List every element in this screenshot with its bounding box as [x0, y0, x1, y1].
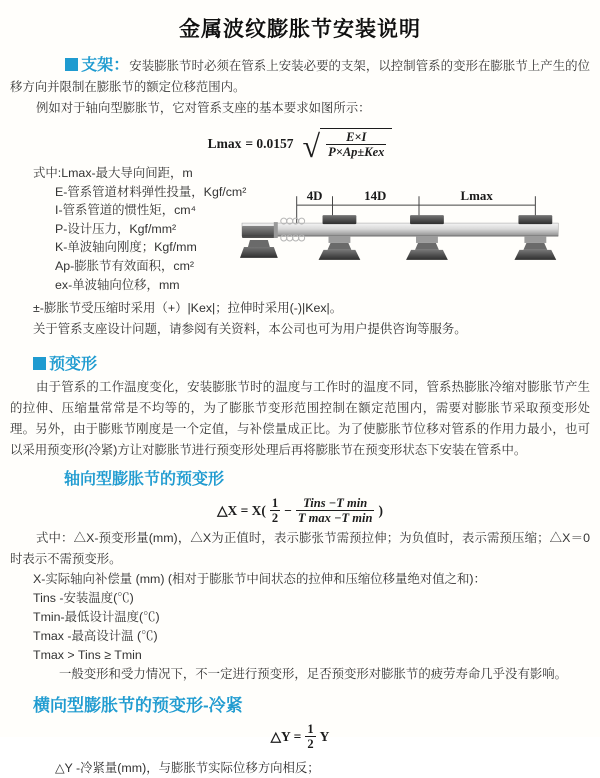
guide-support-pedestal — [319, 215, 361, 260]
temperature-inequality: Tmax > Tins ≥ Tmin — [33, 648, 142, 662]
axial-formula — [0, 496, 600, 525]
anchor-base — [240, 247, 278, 258]
formula-eq: = 0.0157 — [245, 135, 294, 151]
predeform-note: 一般变形和受力情况下，不一定进行预变形，足否预变形对膨胀节的疲劳寿命几乎没有影响。 — [59, 667, 568, 681]
section-marker-icon — [65, 58, 78, 71]
formula-numerator: E×I — [346, 130, 367, 144]
dim-label-4d: 4D — [306, 188, 323, 204]
lateral-frac-num: 1 — [307, 722, 314, 736]
guide-support-pedestal — [514, 215, 556, 260]
definition-item: I-管系管道的惯性矩，cm⁴ — [55, 203, 196, 218]
lateral-formula-lhs: △Y = — [270, 728, 302, 744]
predeform-heading-label: 预变形 — [49, 356, 98, 373]
sqrt-radical-icon: √ — [302, 127, 321, 164]
guide-support-pedestal — [406, 215, 448, 260]
axial-explain: 式中：△X-预变形量(mm)，△X为正值时，表示膨张节需预拉伸；为负值时，表示需预压缩；△X＝0时表示不需预变形。 — [10, 531, 590, 566]
lmax-formula — [0, 127, 600, 164]
lateral-frac-den: 2 — [307, 737, 314, 751]
tmin-definition: Tmin-最低设计温度(℃) — [33, 610, 160, 624]
definition-item: ex-单波轴向位移，mm — [55, 277, 180, 292]
axial-half-den: 2 — [271, 511, 279, 525]
axial-formula-close: ) — [378, 502, 383, 518]
formula-lhs: Lmax — [207, 135, 242, 151]
support-example-text: 例如对于轴向型膨胀节，它对管系支座的基本要求如图所示： — [36, 101, 371, 115]
definition-item: P-设计压力，Kgf/mm² — [55, 221, 177, 236]
dim-label-lmax: Lmax — [460, 188, 493, 204]
lateral-formula-rhs: Y — [319, 728, 330, 744]
tmax-definition: Tmax -最高设计温 (℃) — [33, 629, 158, 643]
document-title: 金属波纹膨胀节安装说明 — [179, 18, 421, 41]
section-marker-icon — [33, 357, 46, 370]
pipe — [242, 223, 558, 236]
support-section-label: 支架： — [81, 57, 130, 74]
definition-item: Ap-膨胀节有效面积，cm² — [55, 258, 195, 273]
lateral-formula — [0, 722, 600, 751]
axial-heading: 轴向型膨胀节的预变形 — [64, 471, 225, 488]
lateral-heading: 横向型膨胀节的预变形-冷紧 — [33, 696, 243, 715]
predeform-heading — [33, 351, 600, 374]
tins-definition: Tins -安装温度(℃) — [33, 591, 134, 605]
axial-formula-lhs: △X = X( — [217, 502, 266, 518]
definition-item: E-管系管道材料弹性投量，Kgf/cm² — [55, 184, 247, 199]
axial-half-num: 1 — [271, 496, 279, 510]
axial-frac-den: T max −T min — [297, 511, 373, 525]
support-paragraph — [10, 55, 590, 98]
formula-denominator: P×Ap±Kex — [328, 145, 385, 159]
dim-label-14d: 14D — [364, 188, 387, 204]
pipe-support-diagram — [240, 186, 598, 286]
axial-variable-list — [33, 570, 590, 684]
axial-formula-minus: − — [284, 502, 292, 518]
lateral-note: △Y -冷紧量(mm)，与膨胀节实际位移方向相反； — [55, 761, 320, 775]
definition-item: 式中:Lmax-最大导向间距，m — [33, 166, 193, 180]
axial-frac-num: Tins −T min — [303, 496, 368, 510]
support-intro-text: 安装膨胀节时必须在管系上安装必要的支架，以控制管系的变形在膨胀节上产生的位移方向并限制在膨胀节的额定位移范围内。 — [10, 59, 590, 94]
sqrt-radicand — [320, 128, 392, 159]
pm-note: ±-膨胀节受压缩时采用（+）|Kex|；拉伸时采用(-)|Kex|。 — [33, 301, 343, 315]
x-definition: X-实际轴向补偿量 (mm) (相对于膨胀节中间状态的拉伸和压缩位移量绝对值之和)： — [33, 572, 486, 586]
definitions-region — [10, 164, 590, 298]
definition-item: K-单波轴向刚度；Kgf/mm — [55, 240, 197, 255]
anchor-stem — [248, 240, 270, 247]
predeform-paragraph: 由于管系的工作温度变化，安装膨胀节时的温度与工作时的温度不同，管系热膨胀冷缩对膨胀节产生的拉伸、压缩量常常是不均等的，为了膨胀节变形范围控制在额定范围内，需要对膨胀节采取预变形处理。另外，由于膨账节刚度是一个定值，与补偿量成正比。为了使膨胀节位移对管系的作用力最小，也可以采用预变形(冷紧)方让对膨胀节进行预变形处理后再将膨胀节在预变形状态下安装在管系中。 — [10, 380, 590, 457]
consult-note: 关于管系支座设计问题，请参阅有关资料，本公司也可为用户提供咨询等服务。 — [33, 322, 467, 336]
